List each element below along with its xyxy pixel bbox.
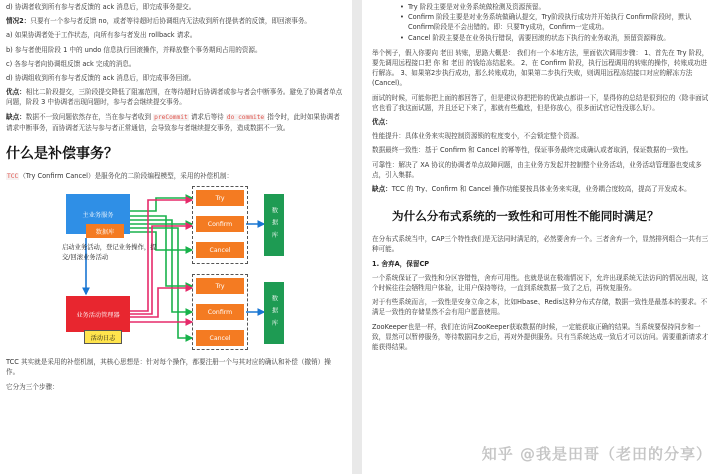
try-box: Try <box>196 190 244 206</box>
paragraph: TCC（Try Confirm Cancel）是服务化的二阶段编程模型，采用的补偿机制： <box>7 172 234 181</box>
right-page <box>362 0 720 474</box>
paragraph: 举个例子，假入你要向 老田 转账，思路大概是： 我们有一个本地方法，里面依次调用步骤： 1、首先在 Try 阶段，要先调用远程接口把 你 和 老田 的钱给冻结起来。 2、在 Confirm 阶段，执行远程调用的转账的操作，转账成功进行解冻。 3、如果第2步执行成功，那么转账成功，如果第二步执行失败，则调用远程冻结接口对应的解冻方法 (Cancel)。 <box>372 48 709 88</box>
paragraph: 缺点：TCC 的 Try、Confirm 和 Cancel 操作功能要按具体业务来实现，业务耦合度较高，提高了开发成本。 <box>372 185 691 194</box>
try-box: Try <box>196 278 244 294</box>
paragraph: 性能提升：具体业务来实现控制资源锁的粒度变小，不会锁定整个资源。 <box>372 132 583 141</box>
tcc-diagram <box>6 186 344 351</box>
cancel-box: Cancel <box>196 242 244 258</box>
activity-log-box: 活动日志 <box>84 330 122 344</box>
list-item: • Cancel 阶段主要是在业务执行错误，需要回滚的状态下执行的业务取消，预留资源释放。 <box>408 33 712 43</box>
section-heading: 为什么分布式系统的一致性和可用性不能同时满足？ <box>392 209 659 224</box>
paragraph: 在分布式系统当中，CAP三个特性我们是无法同时满足的，必然要舍弃一个。三者舍弃一个，显然排列组合一共有三种可能。 <box>372 235 709 254</box>
paragraph: 对于有些系统而言，一致性是安身立命之本，比如Hbase、Redis这种分布式存储，数据一致性是最基本的要求。不满足一致性的存储显然不会有用户愿意使用。 <box>372 298 708 317</box>
disadvantages-paragraph: 缺点：数据不一致问题依然存在，当在参与者收到 preCommit 请求后等待 do commite 指令时，此时如果协调者请求中断事务，而协调者无法与参与者正常通信，会导致参与者继续提交事务，造成数据不一致。 <box>6 112 340 132</box>
diagram-arrows <box>6 186 346 351</box>
arrow-main-confirm2 <box>130 220 192 312</box>
paragraph: 面试的时候，可能你把上面的都回答了，但是建议你把把你的优缺点都讲一下，显得你的总结是很到位的（除非面试官也看了我这面试题，并且还记下来了，那就有些尴尬，但是你放心，很多面试官记性没那么好）。 <box>372 93 709 112</box>
paragraph: d) 协调组收到所有参与者反馈的 ack 消息后，即完成事务回滚。 <box>6 74 196 83</box>
arrow-mgr-confirm <box>130 226 192 314</box>
case2-label: 情况2： <box>6 17 31 26</box>
paragraph: 数据最终一致性：基于 Confirm 和 Cancel 的幂等性，保证事务最终完成确认或者取消，保证数据的一致性。 <box>372 146 693 155</box>
db-vertical-top: 数据库 <box>264 194 284 256</box>
tcc-phase-list <box>372 2 712 43</box>
main-service-box: 主业务服务 <box>66 194 130 234</box>
cancel-box: Cancel <box>196 330 244 346</box>
list-item: • Confirm 阶段主要是对业务系统做确认提交，Try阶段执行成功并开始执行 Confirm阶段时，默认 Confirm阶段是不会出错的。即：只要Try成功，Confirm一定成功。 <box>408 12 712 32</box>
inline-code: do commite <box>226 113 265 121</box>
watermark: 知乎 @我是田哥（老田的分享） <box>481 445 712 463</box>
paragraph: c) 各参与者向协调组反馈 ack 完成的消息。 <box>6 59 136 68</box>
db-box: 数据库 <box>86 224 124 238</box>
subsection-title: 1. 舍弃A，保留CP <box>372 259 430 268</box>
activity-manager-box: 业务活动管理器 <box>66 296 130 332</box>
paragraph: TCC 其实就是采用的补偿机制，其核心思想是：针对每个操作，都要注册一个与其对应的确认和补偿（撤销）操作。 <box>6 358 331 377</box>
list-item: • Try 阶段主要是对业务系统做检测及资源预留。 <box>408 2 712 12</box>
advantages-paragraph: 优点：相比二阶段提交，三阶段提交降低了阻塞范围，在等待超时后协调者或参与者会中断事务。避免了协调者单点问题，阶段 3 中协调者出现问题时，参与者会继续提交事务。 <box>6 88 343 107</box>
left-page <box>0 0 352 474</box>
paragraph: b) 参与者使用阶段 1 中的 undo 信息执行回滚操作，并释放整个事务期间占用的资源。 <box>6 45 262 54</box>
db-vertical-bottom: 数据库 <box>264 282 284 344</box>
inline-code: preCommit <box>154 113 188 121</box>
paragraph: a) 如果协调者处于工作状态，向所有参与者发出 rollback 请求。 <box>6 31 197 40</box>
confirm-box: Confirm <box>196 216 244 232</box>
confirm-box: Confirm <box>196 304 244 320</box>
paragraph: 情况2：只要有一个参与者反馈 no，或者等待超时后协调组内无法收到所有提供者的反馈，即回滚事务。 <box>6 17 312 26</box>
diagram-note: 启动业务活动，登记业务操作，提交/回滚业务活动 <box>62 244 157 262</box>
paragraph: 它分为三个步骤： <box>6 382 59 391</box>
advantages-title: 优点： <box>372 118 392 127</box>
paragraph: ZooKeeper也是一样，我们在访问ZooKeeper获取数据的时候，一定能获取正确的结果。当系统要保持同步和一致，显然可以暂停服务，等待数据同步之后，再对外提供服务。只有当系统达成一致后才可以访问。需要重新请求才能获得结果。 <box>372 322 709 352</box>
paragraph: 可靠性：解决了 XA 协议的协调者单点故障问题，由主业务方发起并控制整个业务活动，业务活动管理器也变成多点，引入集群。 <box>372 160 702 179</box>
inline-code: TCC <box>7 173 19 181</box>
paragraph: 一个系统保证了一致性和分区容错性，舍弃可用性。也就是说在极端情况下，允许出现系统无法访问的情况出现，这个时候往往会牺牲用户体验，让用户保持等待，一直到系统数据一致了之后，再恢复服务。 <box>372 273 709 293</box>
paragraph: d) 协调者收到所有参与者反馈的 ack 消息后，即完成事务提交。 <box>6 3 196 11</box>
section-heading: 什么是补偿事务？ <box>6 146 118 163</box>
